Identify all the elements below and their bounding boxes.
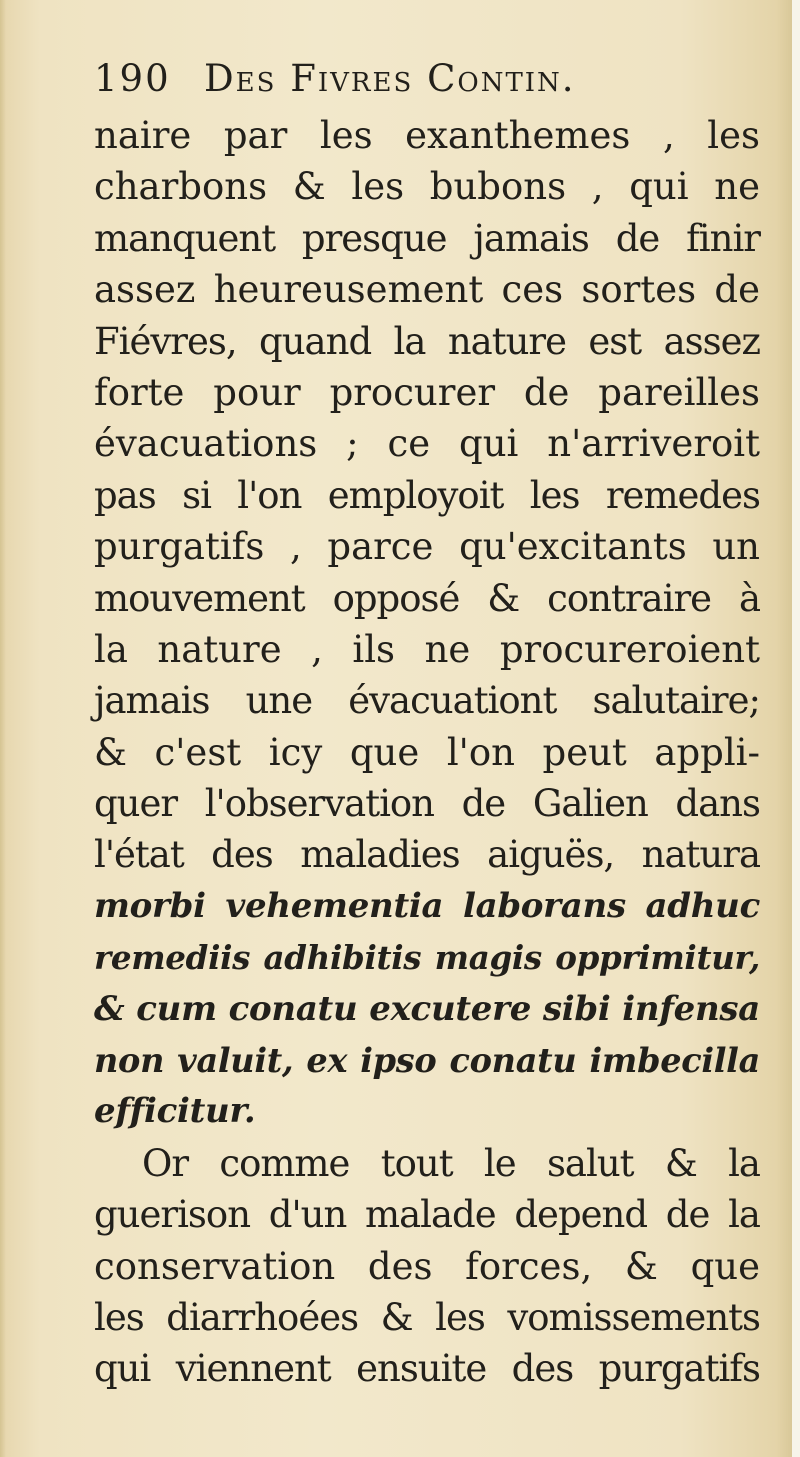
text-line: charbons & les bubons , qui ne [94, 165, 760, 209]
text-line: jamais une évacuationt salutaire; [94, 679, 760, 723]
text-line: les diarrhoées & les vomissements [94, 1295, 760, 1339]
text-line: purgatifs , parce qu'excitants un [94, 525, 760, 569]
text-line: qui viennent ensuite des purgatifs [94, 1347, 760, 1391]
text-line: évacuations ; ce qui n'arriveroit [94, 422, 760, 466]
latin-quote-line: efficitur. [94, 1091, 256, 1132]
page-number: 190 [94, 56, 171, 100]
text-line: la nature , ils ne procureroient [94, 627, 760, 671]
running-header [94, 46, 760, 110]
text-line: manquent presque jamais de finir [94, 216, 760, 260]
text-line: mouvement opposé & contraire à [94, 576, 760, 620]
latin-quote-line: non valuit, ex ipso conatu imbecilla [94, 1041, 760, 1081]
text-line: conservation des forces, & que [94, 1244, 760, 1288]
running-title: Des Fivres Contin. [204, 56, 576, 100]
text-line: guerison d'un malade depend de la [94, 1193, 760, 1237]
latin-quote-line: morbi vehementia laborans adhuc [94, 885, 760, 926]
page-gutter-shadow [0, 0, 6, 1457]
latin-quote-line: & cum conatu excutere sibi infensa [94, 988, 760, 1029]
text-line: pas si l'on employoit les remedes [94, 473, 760, 517]
latin-quote-line: remediis adhibitis magis opprimitur, [94, 938, 760, 978]
text-line: quer l'observation de Galien dans [94, 782, 760, 826]
text-line: forte pour procurer de pareilles [94, 370, 760, 414]
text-line: & c'est icy que l'on peut appli- [94, 730, 760, 774]
text-line: Fiévres, quand la nature est assez [94, 319, 760, 363]
paragraph-start-line: Or comme tout le salut & la [142, 1141, 760, 1185]
text-line: naire par les exanthemes , les [94, 114, 760, 157]
text-line: assez heureusement ces sortes de [94, 268, 760, 312]
page-text-block [94, 46, 760, 1395]
page-edge [792, 0, 800, 1457]
text-line: l'état des maladies aiguës, natura [94, 833, 760, 877]
